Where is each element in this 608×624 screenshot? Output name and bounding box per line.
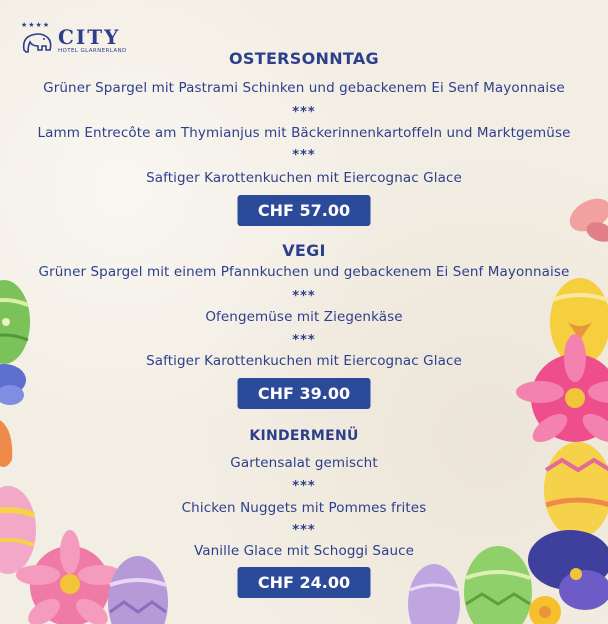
menu-course: Saftiger Karottenkuchen mit Eiercognac Glace [146,170,462,186]
brand-subtitle: HOTEL GLARNERLAND [58,48,127,54]
course-separator: *** [292,148,316,163]
menu-course: Chicken Nuggets mit Pommes frites [181,500,427,516]
price-badge: CHF 57.00 [238,195,371,226]
menu-course: Grüner Spargel mit einem Pfannkuchen und gebackenem Ei Senf Mayonnaise [38,264,570,280]
course-separator: *** [292,479,316,494]
menu-title-vegi: VEGI [282,241,326,260]
price-badge: CHF 24.00 [238,567,371,598]
menu-title-kindermenue: KINDERMENÜ [249,428,359,444]
menu-course: Lamm Entrecôte am Thymianjus mit Bäckerinnenkartoffeln und Marktgemüse [37,125,571,141]
brand-name: CITY [58,25,121,49]
menu-course: Saftiger Karottenkuchen mit Eiercognac Glace [146,353,462,369]
course-separator: *** [292,333,316,348]
menu-course: Gartensalat gemischt [230,455,378,471]
course-separator: *** [292,289,316,304]
price-badge: CHF 39.00 [238,378,371,409]
course-separator: *** [292,523,316,538]
menu-course: Ofengemüse mit Ziegenkäse [205,309,403,325]
menu-title-ostersonntag: OSTERSONNTAG [229,49,379,68]
menu-course: Vanille Glace mit Schoggi Sauce [193,543,415,559]
course-separator: *** [292,105,316,120]
rating-stars: ★★★★ [21,21,51,29]
menu-course: Grüner Spargel mit Pastrami Schinken und gebackenem Ei Senf Mayonnaise [43,80,565,96]
